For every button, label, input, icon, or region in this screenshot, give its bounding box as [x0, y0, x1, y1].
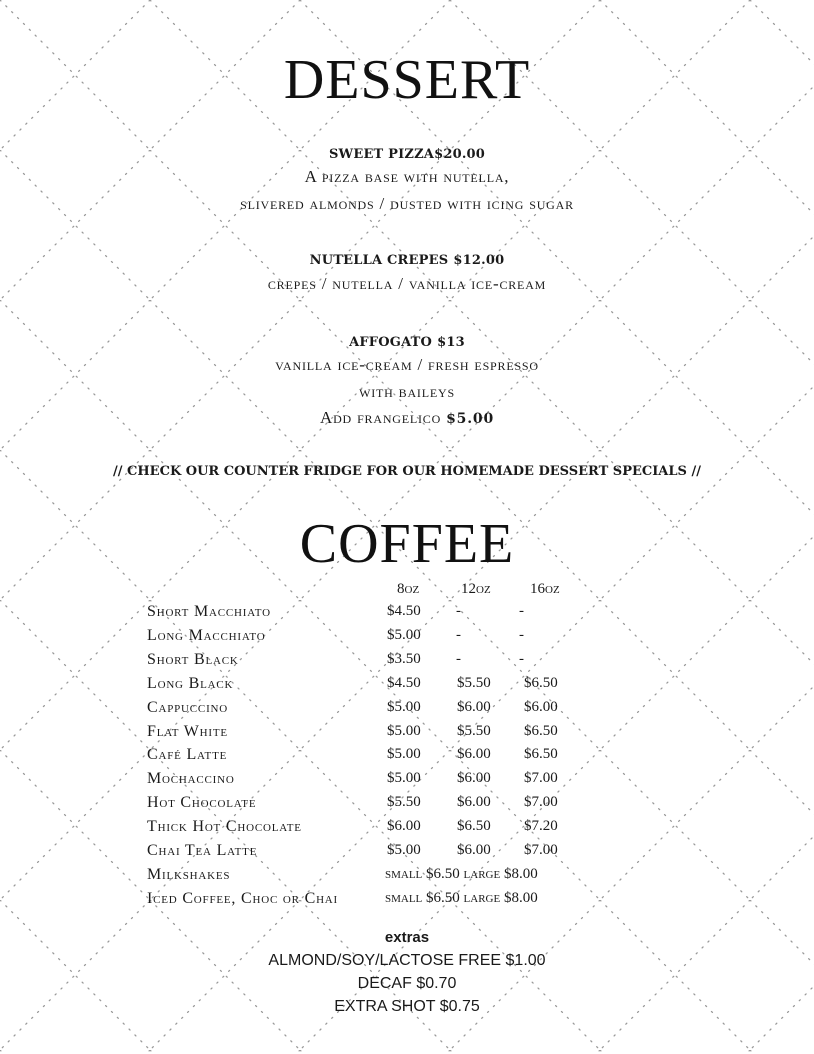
dessert-specials-notice: // CHECK OUR COUNTER FRIDGE FOR OUR HOMEMADE DESSERT SPECIALS //	[113, 464, 701, 479]
extras-line: DECAF $0.70	[357, 975, 457, 992]
coffee-item-price: $5.00	[387, 746, 421, 763]
coffee-special-row	[0, 890, 814, 912]
item-description: vanilla ice-cream / fresh espresso	[275, 355, 539, 374]
addon-price: $5.00	[446, 411, 494, 427]
coffee-item-price: $7.00	[524, 794, 558, 811]
coffee-item-price: -	[456, 603, 461, 619]
item-description: crepes / nutella / vanilla ice-cream	[267, 274, 547, 293]
coffee-item-price: $6.50	[524, 674, 558, 691]
coffee-item-price: $4.50	[387, 603, 421, 619]
coffee-item-price: $6.00	[387, 818, 421, 835]
coffee-item-price: $3.50	[387, 650, 421, 667]
coffee-item-price: $6.00	[457, 746, 491, 763]
size-header-medium: 12oz	[461, 581, 491, 597]
coffee-item-name: Mochaccino	[147, 770, 235, 788]
coffee-item-price: $5.50	[457, 722, 491, 739]
coffee-item-name: Cappuccino	[147, 698, 229, 716]
item-name: SWEET PIZZA	[328, 147, 435, 162]
coffee-item-price: $5.50	[457, 674, 491, 691]
coffee-item-price: $7.00	[524, 770, 558, 787]
item-name: AFFOGATO	[349, 335, 433, 350]
dessert-title: DESSERT	[283, 49, 531, 111]
coffee-item-size-prices: small $6.50 large $8.00	[385, 865, 538, 882]
coffee-row	[0, 770, 814, 792]
coffee-item-price: $5.00	[387, 842, 421, 858]
coffee-item-price: -	[519, 603, 524, 619]
coffee-item-price: $5.00	[387, 698, 421, 715]
item-description: A pizza base with nutella,	[304, 167, 510, 186]
addon-line	[0, 408, 814, 428]
item-price: $12.00	[453, 253, 505, 268]
coffee-item-price: $5.00	[387, 626, 421, 643]
coffee-item-name: Long Black	[147, 674, 234, 692]
coffee-item-price: $5.50	[387, 794, 421, 811]
coffee-item-price: $5.00	[387, 770, 421, 787]
coffee-row	[0, 627, 814, 649]
coffee-item-name: Flat White	[147, 722, 228, 740]
extras-line: EXTRA SHOT $0.75	[334, 998, 480, 1015]
coffee-row	[0, 794, 814, 816]
coffee-item-name: Chai Tea Latte	[147, 842, 258, 859]
coffee-item-price: -	[519, 626, 524, 643]
item-description: slivered almonds / dusted with icing sugar	[240, 194, 574, 213]
coffee-item-price: $6.50	[524, 722, 558, 739]
coffee-item-price: $6.50	[457, 818, 491, 835]
item-description: with baileys	[359, 382, 455, 401]
coffee-item-price: $5.00	[387, 722, 421, 739]
coffee-row	[0, 603, 814, 625]
coffee-item-price: $4.50	[387, 674, 421, 691]
coffee-item-price: $6.00	[524, 698, 558, 715]
coffee-item-price: $6.00	[457, 842, 491, 858]
coffee-item-price: -	[456, 626, 461, 643]
extras-line: ALMOND/SOY/LACTOSE FREE $1.00	[268, 952, 546, 969]
coffee-item-price: $7.00	[524, 842, 558, 858]
addon-label: Add frangelico	[320, 408, 442, 427]
coffee-item-name: Hot Chocolate	[147, 794, 257, 812]
extras-title: extras	[384, 929, 430, 946]
coffee-title: COFFEE	[299, 513, 515, 575]
coffee-row	[0, 818, 814, 840]
coffee-item-name: Long Macchiato	[147, 626, 266, 644]
item-price: $13	[437, 335, 465, 350]
coffee-item-price: $6.50	[524, 746, 558, 763]
coffee-row	[0, 746, 814, 768]
coffee-item-size-prices: small $6.50 large $8.00	[385, 889, 538, 906]
coffee-item-price: $6.00	[457, 794, 491, 811]
coffee-item-price: -	[456, 650, 461, 667]
coffee-item-name: Short Black	[147, 650, 239, 668]
coffee-row	[0, 723, 814, 745]
dessert-item-sweet-pizza	[0, 143, 814, 162]
coffee-item-price: -	[519, 650, 524, 667]
coffee-item-name: Café Latte	[147, 746, 228, 764]
dessert-item-affogato	[0, 331, 814, 350]
coffee-item-name: Thick Hot Chocolate	[147, 818, 302, 836]
coffee-item-name: Milkshakes	[147, 865, 231, 883]
coffee-item-name: Iced Coffee, Choc or Chai	[147, 889, 339, 907]
coffee-item-price: $6.00	[457, 770, 491, 787]
size-header-small: 8oz	[397, 581, 420, 597]
item-price: $20.00	[434, 147, 486, 162]
coffee-row	[0, 699, 814, 721]
dessert-item-nutella-crepes	[0, 249, 814, 268]
coffee-item-price: $7.20	[524, 818, 558, 835]
item-name: NUTELLA CREPES	[309, 253, 449, 268]
coffee-special-row	[0, 866, 814, 888]
size-header-large: 16oz	[530, 581, 560, 597]
coffee-row	[0, 675, 814, 697]
coffee-row	[0, 651, 814, 673]
coffee-item-name: Short Macchiato	[147, 603, 271, 620]
coffee-item-price: $6.00	[457, 698, 491, 715]
coffee-row	[0, 842, 814, 864]
